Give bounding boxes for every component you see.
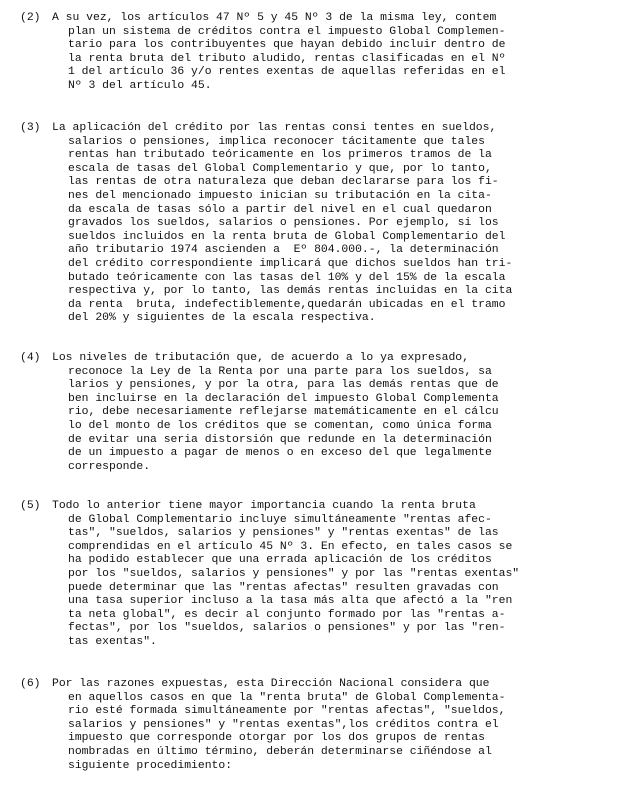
paragraph-body [52,12,622,94]
text-line: da escala de tasas sólo a partir del nivel en el cual quedaron [68,203,492,216]
text-line: por los "sueldos, salarios y pensiones" y por las "rentas exentas" [68,567,520,580]
paragraph-body [52,678,622,773]
paragraph-2 [20,12,622,94]
text-line: de un impuesto a pagar de menos o en exceso del que legalmente [68,447,492,460]
text-line: plan un sistema de créditos contra el impuesto Global Complemen- [68,25,506,38]
text-line: rio, debe necesariamente reflejarse matemáticamente en el cálcu [68,406,499,419]
text-line: larios y pensiones, y por la otra, para las demás rentas que de [68,379,499,392]
text-line: salarios y pensiones" y "rentas exentas",los créditos contra el [68,718,499,731]
text-line: fectas", por los "sueldos, salarios o pensiones" y por las "ren- [68,622,506,635]
paragraph-number: (4) [20,352,41,364]
text-line: corresponde. [68,460,151,473]
text-line: La aplicación del crédito por las rentas consi tentes en sueldos, [52,122,497,134]
text-line: Los niveles de tributación que, de acuerdo a lo ya expresado, [52,352,469,364]
text-line: rentas han tributado teóricamente en los primeros tramos de la [68,149,492,162]
text-line: tas exentas". [68,635,157,648]
text-line: escala de tasas del Global Complementario y que, por lo tanto, [68,162,492,175]
paragraph-body [52,122,622,326]
text-line: tario para los contribuyentes que hayan debido incluir dentro de [68,39,506,52]
paragraph-number: (2) [20,12,41,24]
text-line: reconoce la Ley de la Renta por una parte para los sueldos, sa [68,365,492,378]
text-line: las rentas de otra naturaleza que deban declararse para los fi- [68,176,499,189]
text-line: Por las razones expuestas, esta Dirección Nacional considera que [52,678,490,690]
text-line: tas", "sueldos, salarios y pensiones" y "rentas exentas" de las [68,527,499,540]
text-line: impuesto que corresponde otorgar por los dos grupos de rentas [68,732,485,745]
text-line: ta neta global", es decir al conjunto formado por las "rentas a- [68,608,506,621]
text-line: sueldos incluidos en la renta bruta de Global Complementario del [68,230,506,243]
text-line: 1 del artículo 36 y/o rentes exentas de aquellas referidas en el [68,66,506,79]
text-line: nombradas en último término, deberán determinarse ciñéndose al [68,745,492,758]
text-line: de Global Complementario incluye simultáneamente "rentas afec- [68,513,492,526]
text-line: gravados los sueldos, salarios o pensiones. Por ejemplo, si los [68,217,499,230]
paragraph-number: (5) [20,500,41,512]
text-line: ben incluirse en la declaración del impuesto Global Complementa [68,392,499,405]
text-line: de evitar una seria distorsión que redunde en la determinación [68,433,492,446]
text-line: respectiva y, por lo tanto, las demás rentas incluidas en la cita [68,285,513,298]
text-line: una tasa superior incluso a la tasa más alta que afectó a la "ren [68,595,513,608]
text-line: del 20% y siguientes de la escala respectiva. [68,312,376,325]
text-line: butado teóricamente con las tasas del 10% y del 15% de la escala [68,271,506,284]
text-line: nes del mencionado impuesto inician su tributación en la cita- [68,189,492,202]
paragraph-number: (3) [20,122,41,134]
text-line: A su vez, los artículos 47 Nº 5 y 45 Nº 3 de la misma ley, contem [52,12,497,24]
text-line: la renta bruta del tributo aludido, rentas clasificadas en el Nº [68,52,506,65]
text-line: siguiente procedimiento: [68,759,233,772]
paragraph-6 [20,678,622,773]
text-line: salarios o pensiones, implica reconocer tácitamente que tales [68,135,485,148]
paragraph-4 [20,352,622,474]
paragraph-body [52,500,622,650]
text-line: comprendidas en el artículo 45 Nº 3. En efecto, en tales casos se [68,540,513,553]
text-line: del crédito correspondiente implicará que dichos sueldos han tri- [68,257,513,270]
text-line: da renta bruta, indefectiblemente,quedarán ubicadas en el tramo [68,298,506,311]
text-line: rio esté formada simultáneamente por "rentas afectas", "sueldos, [68,705,506,718]
paragraph-5 [20,500,622,650]
text-line: en aquellos casos en que la "renta bruta" de Global Complementa- [68,691,506,704]
text-line: Nº 3 del artículo 45. [68,79,212,92]
text-line: año tributario 1974 ascienden a Eº 804.000.-, la determinación [68,244,499,257]
text-line: ha podido establecer que una errada aplicación de los créditos [68,554,492,567]
text-line: puede determinar que las "rentas afectas" resulten gravadas con [68,581,499,594]
paragraph-3 [20,122,622,326]
paragraph-number: (6) [20,678,41,690]
paragraph-body [52,352,622,474]
text-line: Todo lo anterior tiene mayor importancia cuando la renta bruta [52,500,476,512]
text-line: lo del monto de los créditos que se comentan, como única forma [68,419,492,432]
